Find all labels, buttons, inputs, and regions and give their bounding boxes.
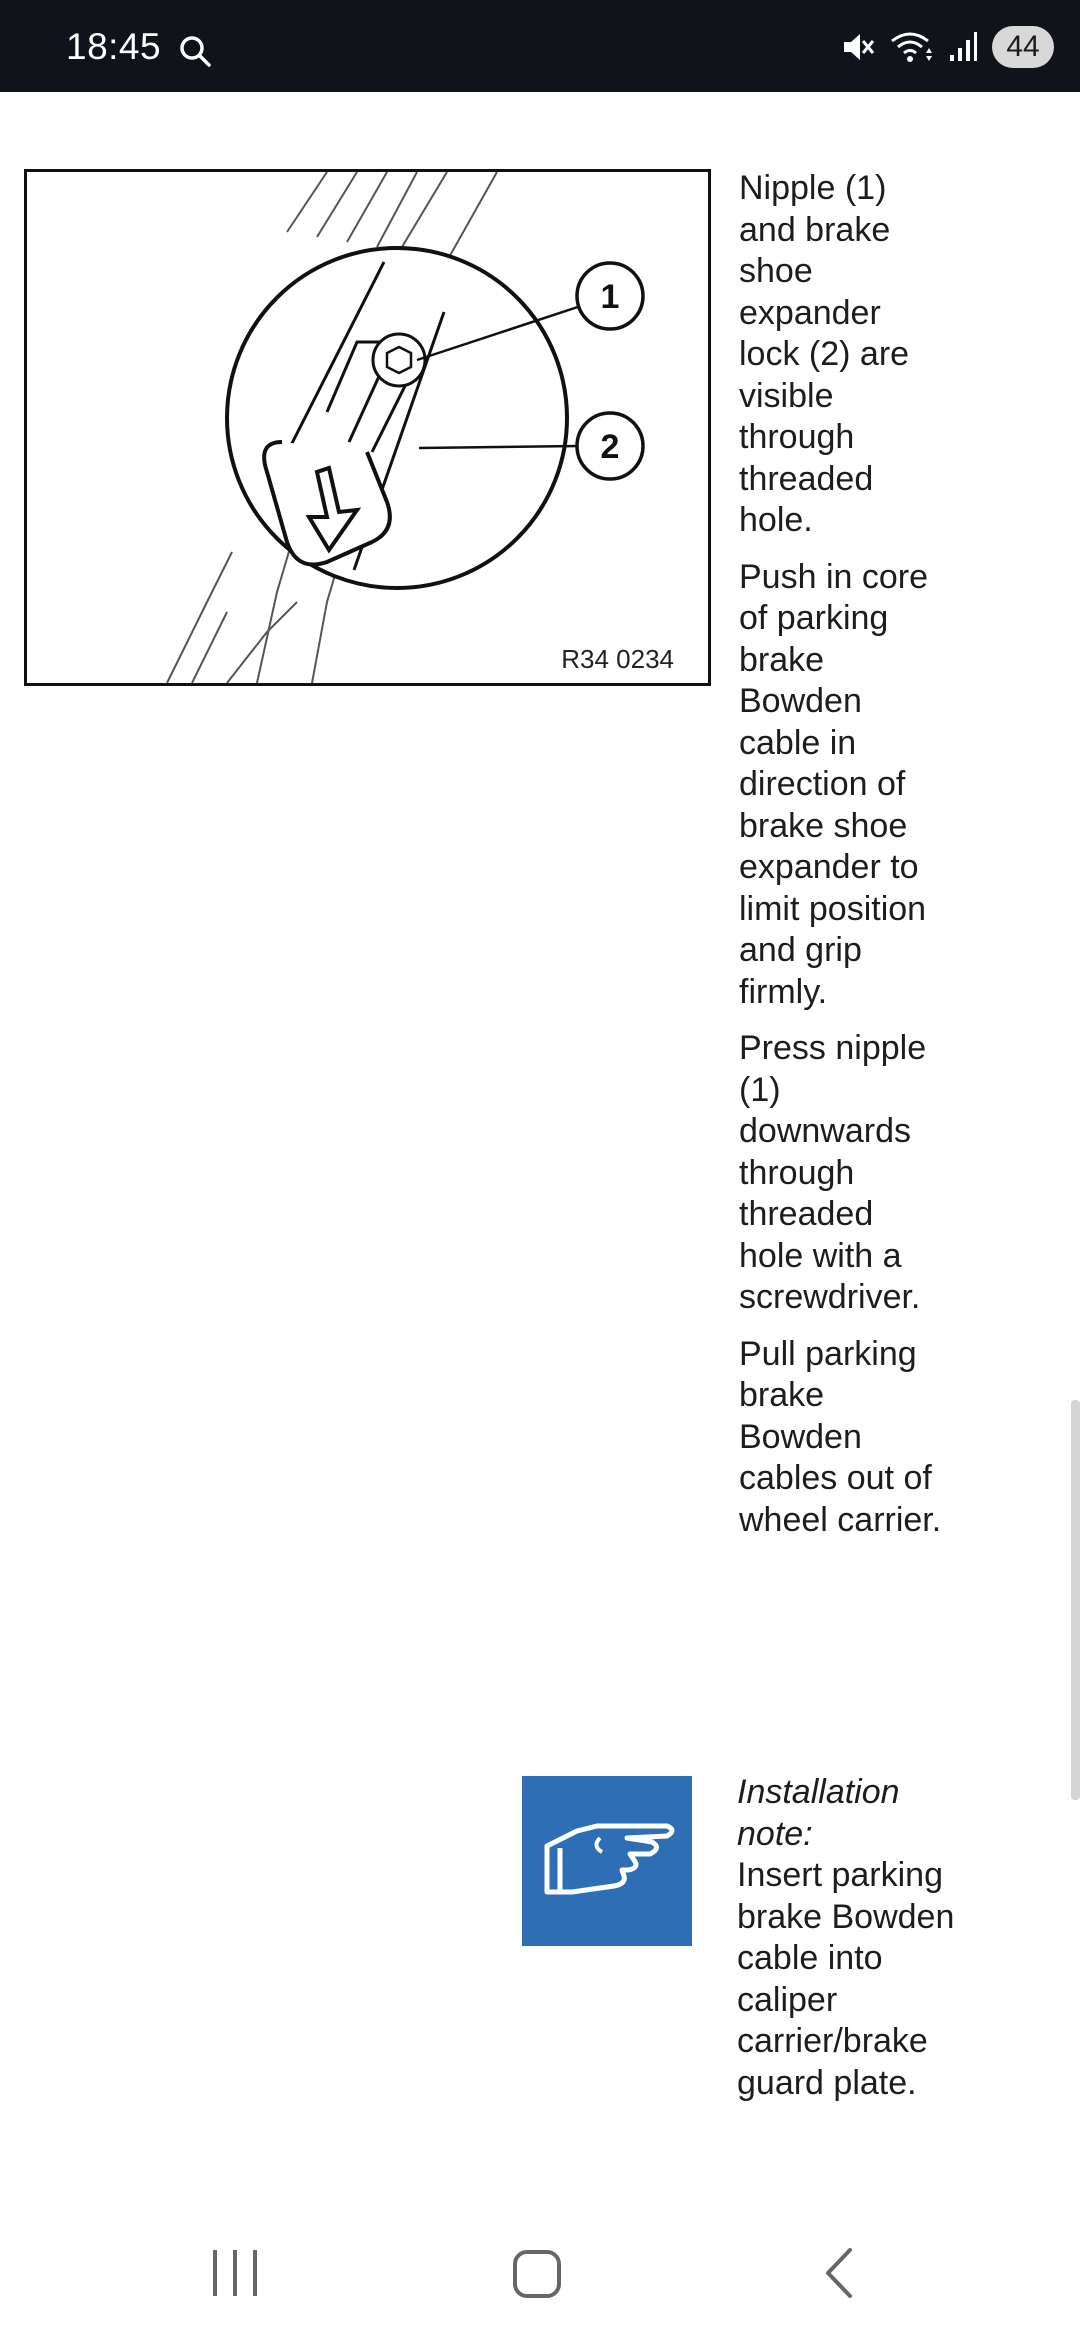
status-time: 18:45 [66, 26, 162, 67]
document-content [0, 92, 1080, 2200]
brake-diagram-drawing [27, 172, 708, 683]
installation-note-title: Installation note: [737, 1773, 900, 1853]
step-text: Pull parking brake Bowden cables out of wheel carrier. [739, 1334, 942, 1539]
wifi-icon [890, 29, 934, 65]
parking-brake-illustration [24, 169, 711, 686]
step-text: Press nipple (1) downwards through threaded hole with a screwdriver. [739, 1029, 927, 1316]
callout-1-label: 1 [600, 278, 620, 316]
step-text: Nipple (1) and brake shoe expander lock (2) are visible through threaded hole. [739, 169, 910, 539]
installation-note-badge [522, 1776, 692, 1946]
signal-icon [948, 29, 978, 65]
search-icon[interactable] [178, 34, 212, 68]
installation-note-text: Insert parking brake Bowden cable into caliper carrier/brake guard plate. [737, 1856, 955, 2102]
home-button[interactable] [497, 2240, 577, 2306]
step-text: Push in core of parking brake Bowden cable in direction of brake shoe expander to limit position and grip firmly. [739, 557, 928, 1011]
figure-code: R34 0234 [561, 644, 674, 674]
status-icons [840, 26, 1054, 68]
step-list [739, 168, 944, 1556]
callout-2-label: 2 [600, 428, 620, 466]
back-button[interactable] [800, 2240, 880, 2306]
status-bar [0, 0, 1080, 92]
installation-note [737, 1772, 967, 2104]
mute-icon [840, 29, 876, 65]
navigation-bar [0, 2200, 1080, 2340]
scrollbar[interactable] [1071, 1400, 1080, 1800]
battery-indicator: 44 [992, 26, 1054, 68]
recent-apps-button[interactable] [195, 2240, 275, 2306]
pointing-hand-icon [522, 1776, 692, 1946]
